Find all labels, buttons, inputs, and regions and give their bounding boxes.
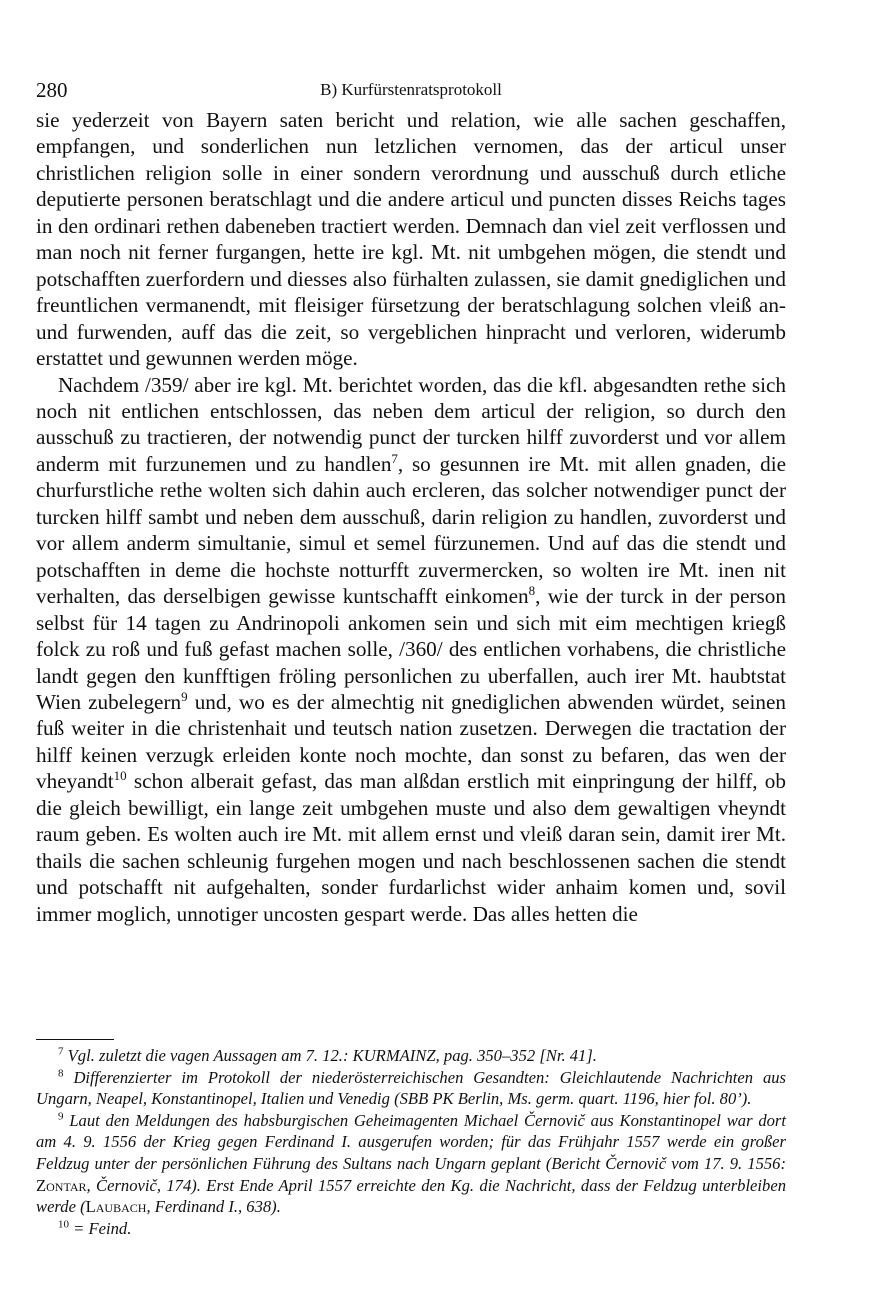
- footnote-ref-9[interactable]: 9: [181, 688, 188, 704]
- author-name: Laubach: [85, 1197, 147, 1217]
- footnote-text: , Černovič, 174). Erst Ende April 1557 erreichte den Kg. die Nachricht, dass der Feldzug unterbleiben werde (: [36, 1175, 786, 1217]
- paragraph-1: sie yederzeit von Bayern saten bericht und relation, wie alle sachen geschaffen, empfangen, und sonderlichen nun letzlichen vernomen, das der articul unser christlichen religion solle in einer sondern verordnung und ausschuß durch etliche deputierte personen beratschlagt und die andere articul und puncten disses Reichs tages in den ordinari rethen dabeneben tractiert werden. Demnach dan viel zeit verflossen und man noch nit ferner furgangen, hette ire kgl. Mt. nit umbgehen mögen, die stendt und potschafften zuerfordern und diesses also fürhalten zulassen, sie damit gnediglichen und freuntlichen vermanendt, mit fleisiger fürsetzung der beratschlagung solchen vleiß an- und furwenden, auff das die zeit, so vergeblichen hinpracht und verloren, widerumb erstattet und gewunnen werden möge.: [36, 108, 786, 371]
- text-run: Nachdem /359/ aber ire kgl. Mt. berichtet worden, das die kfl. abgesandten rethe sich noch nit entlichen entschlossen, das neben dem articul der religion, so durch den ausschuß zu tractieren, der notwendig punct der turcken hilff zuvorderst und vor allem anderm mit furzunemen und zu handlen: [36, 372, 786, 476]
- running-title: B) Kurfürstenratsprotokoll: [320, 80, 502, 99]
- text-run: , wie der turck in der person selbst für 14 tagen zu Andrinopoli ankomen sein und sich mit eim mechtigen kriegß folck zu roß und fuß gefast machen solle, /360/ des entlichen vorhabens, die christliche landt gegen den kunfftigen fröling personlichen zu uberfallen, auch irer Mt. haubtstat Wien zubelegern: [36, 584, 786, 714]
- footnotes: [36, 1045, 786, 1239]
- author-name: Zontar: [36, 1175, 87, 1195]
- paragraph-2: [36, 372, 786, 928]
- footnote-8: [36, 1067, 786, 1110]
- footnote-7: [36, 1045, 786, 1067]
- footnote-ref-10[interactable]: 10: [113, 768, 127, 784]
- footnote-text: Laut den Meldungen des habsburgischen Geheimagenten Michael Černovič aus Konstantinopel war dort am 4. 9. 1556 der Krieg gegen Ferdinand I. ausgerufen worden; für das Frühjahr 1557 werde ein großer Feldzug unter der persönlichen Führung des Sultans nach Ungarn geplant (Bericht Černovič vom 17. 9. 1556:: [36, 1110, 786, 1173]
- page-number: 280: [36, 78, 68, 102]
- text-run: schon alberait gefast, das man alßdan erstlich mit einpringung der hilff, ob die gleich bewilligt, ein lange zeit umbgehen muste und also dem gewaltigen vheyndt raum geben. Es wolten auch ire Mt. mit allem ernst und vleiß daran sein, damit irer Mt. thails die sachen schleunig furgehen mogen und nach beschlossenen sachen die stendt und potschafft nit aufgehalten, sonder furdarlichst wider anhaim komen und, sovil immer moglich, unnotiger uncosten gespart werde. Das alles hetten die: [36, 769, 786, 926]
- footnote-number: 10: [58, 1218, 69, 1231]
- footnote-10: [36, 1218, 786, 1240]
- footnote-text: Vgl. zuletzt die vagen Aussagen am 7. 12.: KURMAINZ, pag. 350–352 [Nr. 41].: [67, 1046, 597, 1065]
- text-run: , so gesunnen ire Mt. mit allen gnaden, die churfurstliche rethe wolten sich dahin auch ercleren, das solcher notwendiger punct der turcken hilff sambt und neben dem ausschuß, darin religion zu handlen, zuvorderst und vor allem anderm simultanie, simul et semel fürzunemen. Und auf das die stendt und potschafften in deme die hochste notturfft zuvermercken, so wolten ire Mt. inen nit verhalten, das derselbigen gewisse kuntschafft einkomen: [36, 451, 787, 609]
- footnote-number: 7: [58, 1045, 64, 1058]
- footnote-ref-8[interactable]: 8: [528, 583, 536, 599]
- footnote-ref-7[interactable]: 7: [391, 450, 398, 466]
- footnote-number: 9: [58, 1110, 64, 1123]
- footnote-number: 8: [58, 1067, 64, 1080]
- main-text: [36, 107, 786, 927]
- footnote-9: [36, 1110, 786, 1218]
- footnote-text: , Ferdinand I., 638).: [146, 1197, 281, 1217]
- footnote-text: = Feind.: [73, 1218, 132, 1238]
- text-run: und, wo es der almechtig nit gnediglichen abwenden würdet, seinen fuß weiter in die christenhait und teutsch nation zusetzen. Derwegen die tractation der hilff keinen verzugk erleiden konte noch mochte, dan sonst zu befaren, das wen der vheyandt: [36, 689, 786, 794]
- page-header: [36, 78, 786, 108]
- footnote-text: Differenzierter im Protokoll der niederösterreichischen Gesandten: Gleichlautende Nachrichten aus Ungarn, Neapel, Konstantinopel, Italien und Venedig (SBB PK Berlin, Ms. germ. quart. 1196, hier fol. 80’).: [36, 1067, 786, 1109]
- footnote-divider: [36, 1039, 114, 1040]
